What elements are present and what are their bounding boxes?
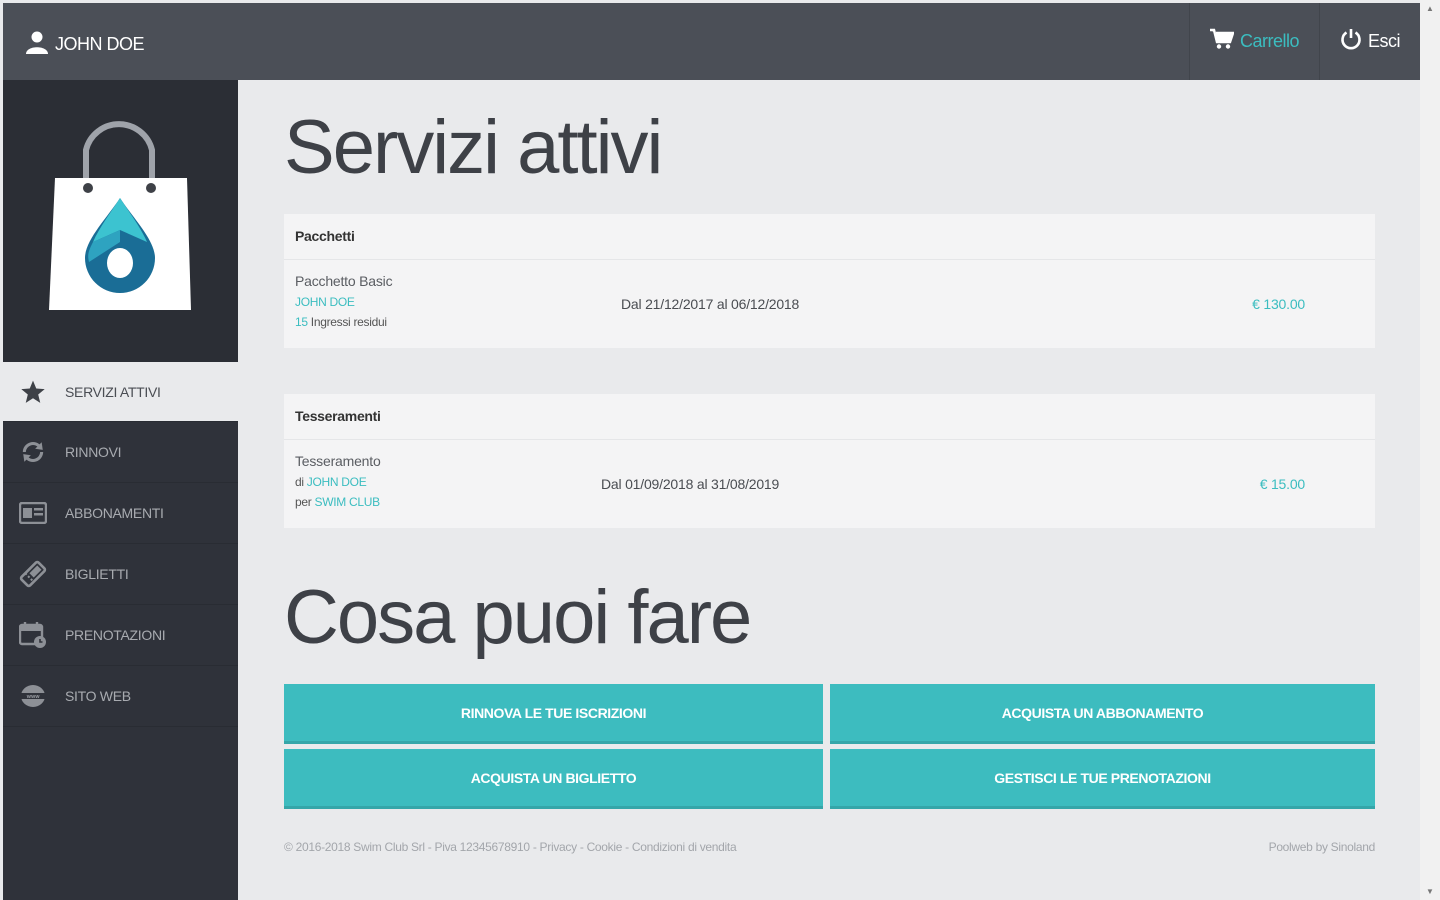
footer-copyright[interactable]: © 2016-2018 Swim Club Srl - Piva 12345678910 - Privacy - Cookie - Condizioni di vendita	[284, 840, 737, 854]
buy-ticket-button[interactable]: ACQUISTA UN BIGLIETTO	[284, 749, 823, 806]
manage-bookings-button[interactable]: GESTISCI LE TUE PRENOTAZIONI	[830, 749, 1375, 806]
renew-subscriptions-button[interactable]: RINNOVA LE TUE ISCRIZIONI	[284, 684, 823, 741]
buy-subscription-button[interactable]: ACQUISTA UN ABBONAMENTO	[830, 684, 1375, 741]
cart-icon	[1210, 28, 1234, 55]
memberships-card-header: Tesseramenti	[284, 394, 1375, 440]
membership-price: € 15.00	[1259, 476, 1305, 492]
packages-card-header: Pacchetti	[284, 214, 1375, 260]
membership-holder-prefix: di	[295, 475, 304, 489]
package-period: Dal 21/12/2017 al 06/12/2018	[621, 296, 800, 312]
globe-icon	[19, 683, 47, 709]
sidebar-item-servizi-attivi[interactable]	[3, 362, 238, 422]
top-bar	[3, 3, 1420, 80]
logo[interactable]	[3, 80, 238, 362]
membership-holder-link[interactable]: JOHN DOE	[306, 475, 367, 489]
scroll-down-icon[interactable]: ▼	[1426, 887, 1434, 896]
package-name: Pacchetto Basic	[295, 273, 393, 289]
refresh-icon	[19, 439, 47, 465]
scrollbar[interactable]	[1420, 0, 1440, 900]
sidebar-item-rinnovi[interactable]	[3, 422, 238, 483]
sidebar-item-prenotazioni[interactable]	[3, 605, 238, 666]
package-holder-link[interactable]: JOHN DOE	[295, 295, 355, 309]
package-row	[284, 260, 1375, 348]
svg-text:www: www	[26, 694, 40, 700]
sidebar-item-label: PRENOTAZIONI	[65, 627, 166, 643]
scroll-up-icon[interactable]: ▲	[1426, 4, 1434, 13]
cart-button[interactable]	[1189, 3, 1319, 80]
sidebar-item-label: BIGLIETTI	[65, 566, 129, 582]
footer	[284, 840, 1375, 854]
sidebar-item-label: ABBONAMENTI	[65, 505, 164, 521]
sidebar-item-biglietti[interactable]	[3, 544, 238, 605]
remaining-entries-label: Ingressi residui	[310, 315, 387, 329]
calendar-icon	[19, 621, 47, 649]
page-title-active-services: Servizi attivi	[284, 105, 662, 190]
user-info[interactable]	[25, 30, 144, 59]
sidebar-item-label: SERVIZI ATTIVI	[65, 383, 161, 400]
id-card-icon	[19, 502, 47, 524]
user-icon	[25, 30, 49, 59]
membership-row	[284, 440, 1375, 528]
cart-label: Carrello	[1239, 31, 1299, 51]
logout-label: Esci	[1367, 31, 1400, 51]
shopping-bag-logo-icon	[3, 80, 238, 362]
main-content	[238, 80, 1420, 900]
footer-credits[interactable]: Poolweb by Sinoland	[1268, 840, 1375, 854]
membership-period: Dal 01/09/2018 al 31/08/2019	[601, 476, 780, 492]
membership-club-link[interactable]: SWIM CLUB	[314, 495, 380, 509]
membership-name: Tesseramento	[295, 453, 381, 469]
user-name: JOHN DOE	[55, 34, 145, 54]
memberships-card	[284, 394, 1375, 528]
sidebar-item-sito-web[interactable]	[3, 666, 238, 727]
remaining-entries-count: 15	[295, 315, 308, 329]
package-price: € 130.00	[1252, 296, 1305, 312]
star-icon	[19, 379, 47, 405]
sidebar	[3, 80, 238, 900]
power-icon	[1340, 28, 1362, 55]
packages-card	[284, 214, 1375, 348]
sidebar-item-label: RINNOVI	[65, 444, 122, 460]
logout-button[interactable]	[1319, 3, 1420, 80]
membership-club-prefix: per	[295, 495, 312, 509]
sidebar-item-label: SITO WEB	[65, 688, 131, 704]
section-title-actions: Cosa puoi fare	[284, 575, 751, 660]
sidebar-item-abbonamenti[interactable]	[3, 483, 238, 544]
ticket-icon	[19, 560, 47, 588]
